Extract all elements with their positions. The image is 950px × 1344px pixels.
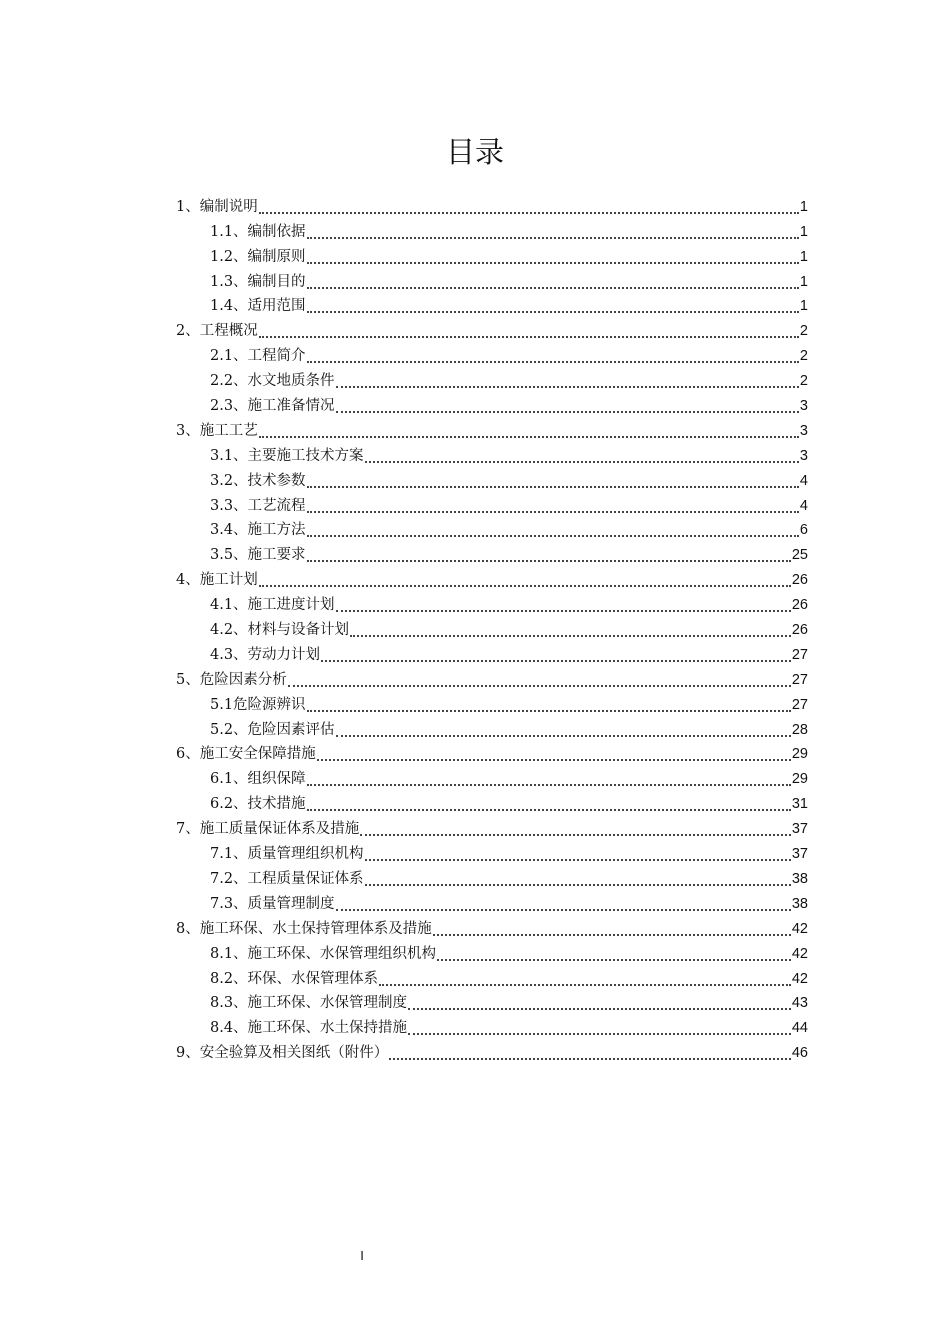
toc-entry-label: 7.3、质量管理制度 [210,895,335,912]
toc-entry-page: 4 [799,472,808,489]
toc-entry[interactable] [176,516,808,541]
toc-entry[interactable] [176,441,808,466]
toc-entry-label: 4.1、施工进度计划 [210,597,335,614]
toc-entry-label: 7.1、质量管理组织机构 [210,846,364,863]
dot-leader [365,447,799,463]
toc-entry-label: 8.2、环保、水保管理体系 [210,970,379,987]
toc-entry-label: 8.3、施工环保、水保管理制度 [210,995,408,1012]
toc-entry-page: 1 [799,298,808,315]
toc-entry-label: 1.4、适用范围 [210,298,306,315]
toc-entry-label: 5、危险因素分析 [176,671,287,688]
toc-entry[interactable] [176,590,808,615]
dot-leader [365,870,791,886]
page-number: I [360,1248,364,1263]
toc-entry-label: 5.1危险源辨识 [210,696,306,713]
toc-entry-page: 28 [791,721,808,738]
dot-leader [437,945,791,961]
page-title: 目录 [445,135,504,169]
toc-entry-page: 26 [791,572,808,589]
toc-entry-page: 25 [791,547,808,564]
dot-leader [336,397,799,413]
toc-entry-label: 6.2、技术措施 [210,796,306,813]
toc-entry[interactable] [176,764,808,789]
toc-entry-label: 6.1、组织保障 [210,771,306,788]
toc-entry-label: 1、编制说明 [176,198,258,215]
toc-entry-label: 7.2、工程质量保证体系 [210,870,364,887]
toc-entry-label: 6、施工安全保障措施 [176,746,316,763]
toc-entry-label: 3、施工工艺 [176,422,258,439]
toc-entry[interactable] [176,964,808,989]
toc-entry-page: 1 [799,248,808,265]
toc-entry-page: 29 [791,746,808,763]
toc-entry[interactable] [176,690,808,715]
dot-leader [307,770,791,786]
toc-entry-label: 1.2、编制原则 [210,248,306,265]
toc-entry-page: 38 [791,895,808,912]
toc-entry-label: 3.1、主要施工技术方案 [210,447,364,464]
toc-entry-page: 2 [799,373,808,390]
dot-leader [259,322,799,338]
toc-entry-page: 1 [799,198,808,215]
toc-entry[interactable] [176,491,808,516]
dot-leader [259,198,799,214]
toc-entry[interactable] [176,341,808,366]
toc-entry-label: 8.1、施工环保、水保管理组织机构 [210,945,437,962]
toc-entry[interactable] [176,789,808,814]
toc-entry-page: 3 [799,398,808,415]
toc-entry-page: 27 [791,671,808,688]
toc-entry-label: 2.3、施工准备情况 [210,398,335,415]
dot-leader [321,646,791,662]
toc-entry-page: 1 [799,223,808,240]
toc-entry[interactable] [176,242,808,267]
dot-leader [336,596,791,612]
dot-leader [350,621,791,637]
toc-entry-page: 42 [791,970,808,987]
toc-entry[interactable] [176,466,808,491]
toc-entry-page: 42 [791,945,808,962]
toc-entry-label: 2.1、工程简介 [210,348,306,365]
toc-entry-label: 2.2、水文地质条件 [210,373,335,390]
toc-entry-page: 2 [799,348,808,365]
dot-leader [307,297,799,313]
dot-leader [389,1044,791,1060]
toc-entry-label: 5.2、危险因素评估 [210,721,335,738]
toc-entry-label: 1.1、编制依据 [210,223,306,240]
dot-leader [408,1019,791,1035]
toc-entry[interactable] [176,939,808,964]
toc-entry-page: 27 [791,646,808,663]
dot-leader [336,895,791,911]
toc-entry-page: 6 [799,522,808,539]
toc-entry[interactable] [176,416,808,441]
toc-entry-page: 37 [791,846,808,863]
toc-entry[interactable] [176,217,808,242]
toc-entry-page: 42 [791,920,808,937]
dot-leader [317,745,791,761]
toc-entry[interactable] [176,989,808,1014]
toc-entry[interactable] [176,839,808,864]
toc-entry[interactable] [176,665,808,690]
toc-entry-page: 27 [791,696,808,713]
toc-entry-page: 26 [791,597,808,614]
toc-entry-label: 8.4、施工环保、水土保持措施 [210,1020,408,1037]
toc-entry[interactable] [176,864,808,889]
dot-leader [365,845,791,861]
toc-entry[interactable] [176,740,808,765]
dot-leader [307,347,799,363]
toc-entry-page: 44 [791,1020,808,1037]
toc-entry-label: 3.2、技术参数 [210,472,306,489]
dot-leader [307,795,791,811]
dot-leader [336,721,791,737]
dot-leader [379,970,791,986]
toc-entry[interactable] [176,1038,808,1063]
toc-entry-page: 43 [791,995,808,1012]
dot-leader [307,472,799,488]
toc-entry-page: 31 [791,796,808,813]
toc-entry[interactable] [176,192,808,217]
toc-entry[interactable] [176,889,808,914]
table-of-contents [176,192,808,1063]
dot-leader [307,273,799,289]
toc-entry[interactable] [176,267,808,292]
toc-entry-page: 1 [799,273,808,290]
toc-entry[interactable] [176,640,808,665]
toc-entry-label: 4.2、材料与设备计划 [210,622,350,639]
toc-entry-page: 37 [791,821,808,838]
toc-entry-label: 4.3、劳动力计划 [210,646,321,663]
toc-entry-page: 2 [799,323,808,340]
toc-entry-label: 3.4、施工方法 [210,522,306,539]
toc-entry-page: 29 [791,771,808,788]
toc-entry[interactable] [176,316,808,341]
toc-entry[interactable] [176,292,808,317]
dot-leader [307,521,799,537]
dot-leader [336,372,799,388]
toc-entry-label: 9、安全验算及相关图纸（附件） [176,1045,389,1062]
dot-leader [307,497,799,513]
toc-entry[interactable] [176,615,808,640]
toc-entry-label: 7、施工质量保证体系及措施 [176,821,360,838]
dot-leader [433,920,791,936]
toc-entry-page: 46 [791,1045,808,1062]
toc-entry[interactable] [176,540,808,565]
dot-leader [360,820,791,836]
dot-leader [307,248,799,264]
toc-entry[interactable] [176,565,808,590]
toc-entry[interactable] [176,814,808,839]
toc-entry-label: 3.3、工艺流程 [210,497,306,514]
dot-leader [307,696,791,712]
dot-leader [408,994,791,1010]
toc-entry[interactable] [176,715,808,740]
dot-leader [259,422,799,438]
dot-leader [259,571,791,587]
toc-entry[interactable] [176,366,808,391]
toc-entry[interactable] [176,1013,808,1038]
toc-entry-label: 3.5、施工要求 [210,547,306,564]
toc-entry-page: 38 [791,870,808,887]
toc-entry-label: 1.3、编制目的 [210,273,306,290]
dot-leader [288,671,791,687]
toc-entry-page: 26 [791,622,808,639]
toc-entry-page: 3 [799,422,808,439]
toc-entry[interactable] [176,914,808,939]
toc-entry-label: 4、施工计划 [176,572,258,589]
dot-leader [307,546,791,562]
toc-entry-label: 8、施工环保、水土保持管理体系及措施 [176,920,432,937]
toc-entry-label: 2、工程概况 [176,323,258,340]
toc-entry-page: 4 [799,497,808,514]
toc-entry-page: 3 [799,447,808,464]
dot-leader [307,223,799,239]
toc-entry[interactable] [176,391,808,416]
